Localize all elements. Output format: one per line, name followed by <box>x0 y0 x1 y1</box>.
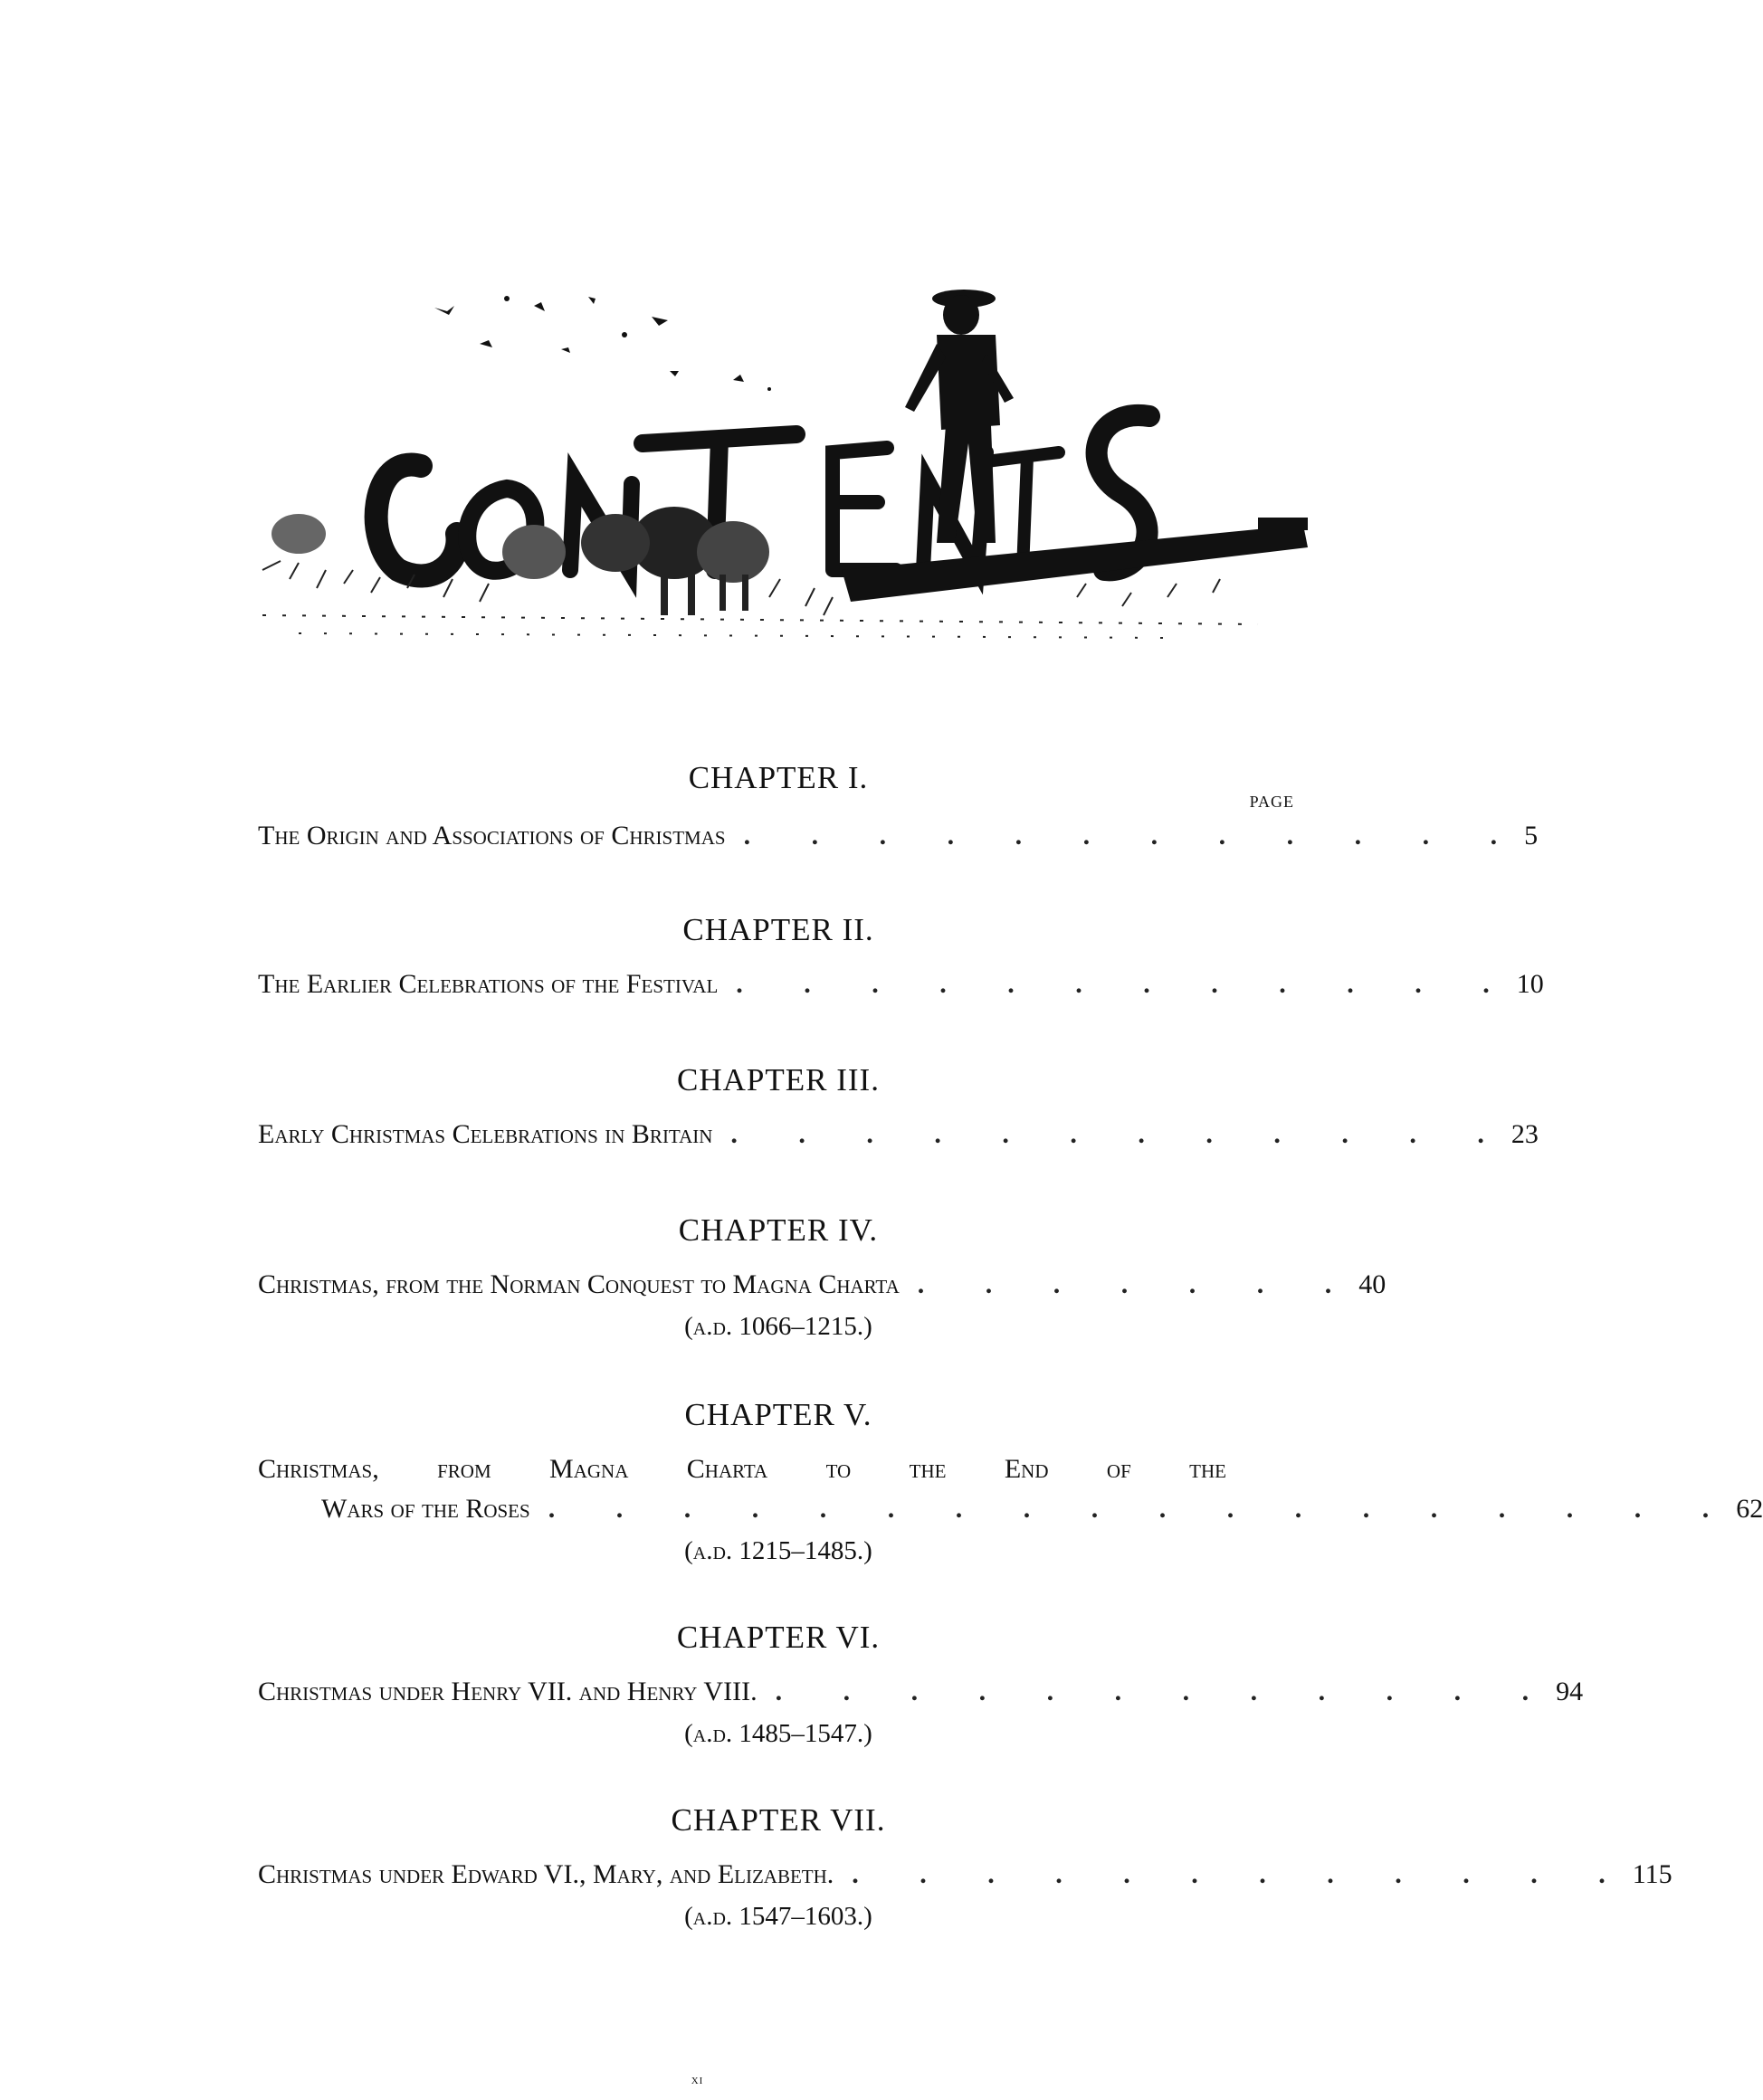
chapter-heading: CHAPTER V. <box>684 1397 872 1432</box>
page-folio: xi <box>691 2072 704 2087</box>
toc-entry[interactable] <box>258 1449 1763 1529</box>
chapter-heading: CHAPTER VII. <box>671 1802 886 1838</box>
dot-leaders: . . . . . . . . . . . . <box>730 1119 1511 1149</box>
chapter-7 <box>258 1802 1672 1934</box>
chapter-heading: CHAPTER VI. <box>676 1620 881 1655</box>
chapter-heading: CHAPTER I. <box>688 760 869 795</box>
toc-entry[interactable] <box>258 816 1539 856</box>
chapter-heading: CHAPTER IV. <box>678 1212 879 1248</box>
chapter-3 <box>258 1062 1539 1155</box>
page-number: 10 <box>1516 969 1544 999</box>
dot-leaders: . . . . . . . <box>917 1269 1359 1299</box>
chapter-title: The Earlier Celebrations of the Festival <box>258 969 719 999</box>
page-number: 23 <box>1510 1119 1539 1149</box>
chapter-heading: CHAPTER III. <box>677 1062 880 1098</box>
dot-leaders: . . . . . . . . . . . . . . . . . . <box>548 1494 1737 1524</box>
page-number: 62 <box>1736 1494 1763 1524</box>
dot-leaders: . . . . . . . . . . . . <box>736 969 1517 999</box>
dot-leaders: . . . . . . . . . . . . <box>775 1677 1557 1706</box>
contents-illustration <box>262 271 1312 651</box>
chapter-title-line-2: Wars of the Roses <box>321 1494 530 1524</box>
dot-leaders: . . . . . . . . . . . . <box>743 821 1525 850</box>
table-of-contents <box>258 760 1763 1934</box>
chapter-title: Christmas, from the Norman Conquest to Magna Charta <box>258 1269 900 1299</box>
page-number: 115 <box>1632 1859 1672 1889</box>
toc-entry[interactable] <box>258 1855 1672 1895</box>
toc-entry[interactable] <box>258 1115 1539 1155</box>
date-range: (a.d. 1547–1603.) <box>684 1902 872 1931</box>
toc-entry[interactable] <box>258 1672 1584 1712</box>
page-number: 40 <box>1358 1269 1387 1299</box>
dot-leaders: . . . . . . . . . . . . <box>852 1859 1633 1889</box>
chapter-title: Christmas under Henry VII. and Henry VIII. <box>258 1677 758 1706</box>
toc-entry[interactable] <box>258 964 1544 1004</box>
date-range: (a.d. 1215–1485.) <box>684 1536 872 1565</box>
birds-icon <box>434 296 771 391</box>
page-number: 94 <box>1556 1677 1584 1706</box>
chapter-5 <box>258 1397 1763 1569</box>
chapter-6 <box>258 1620 1584 1752</box>
chapter-4 <box>258 1212 1387 1345</box>
date-range: (a.d. 1066–1215.) <box>684 1312 872 1341</box>
page-column-label: PAGE <box>1249 793 1294 811</box>
toc-entry[interactable] <box>258 1265 1387 1305</box>
chapter-1 <box>258 760 1539 856</box>
chapter-title: Christmas under Edward VI., Mary, and Elizabeth. <box>258 1859 834 1889</box>
sheep-icon <box>272 507 769 615</box>
chapter-title-line-1: Christmas, from Magna Charta to the End of the <box>258 1454 1226 1484</box>
chapter-2 <box>258 912 1544 1004</box>
page-number: 5 <box>1524 821 1539 850</box>
chapter-title: The Origin and Associations of Christmas <box>258 821 726 850</box>
chapter-title: Early Christmas Celebrations in Britain <box>258 1119 713 1149</box>
chapter-heading: CHAPTER II. <box>682 912 874 947</box>
chapter-title-line-2-row <box>258 1489 1763 1529</box>
date-range: (a.d. 1485–1547.) <box>684 1719 872 1748</box>
trough-icon <box>842 518 1308 602</box>
